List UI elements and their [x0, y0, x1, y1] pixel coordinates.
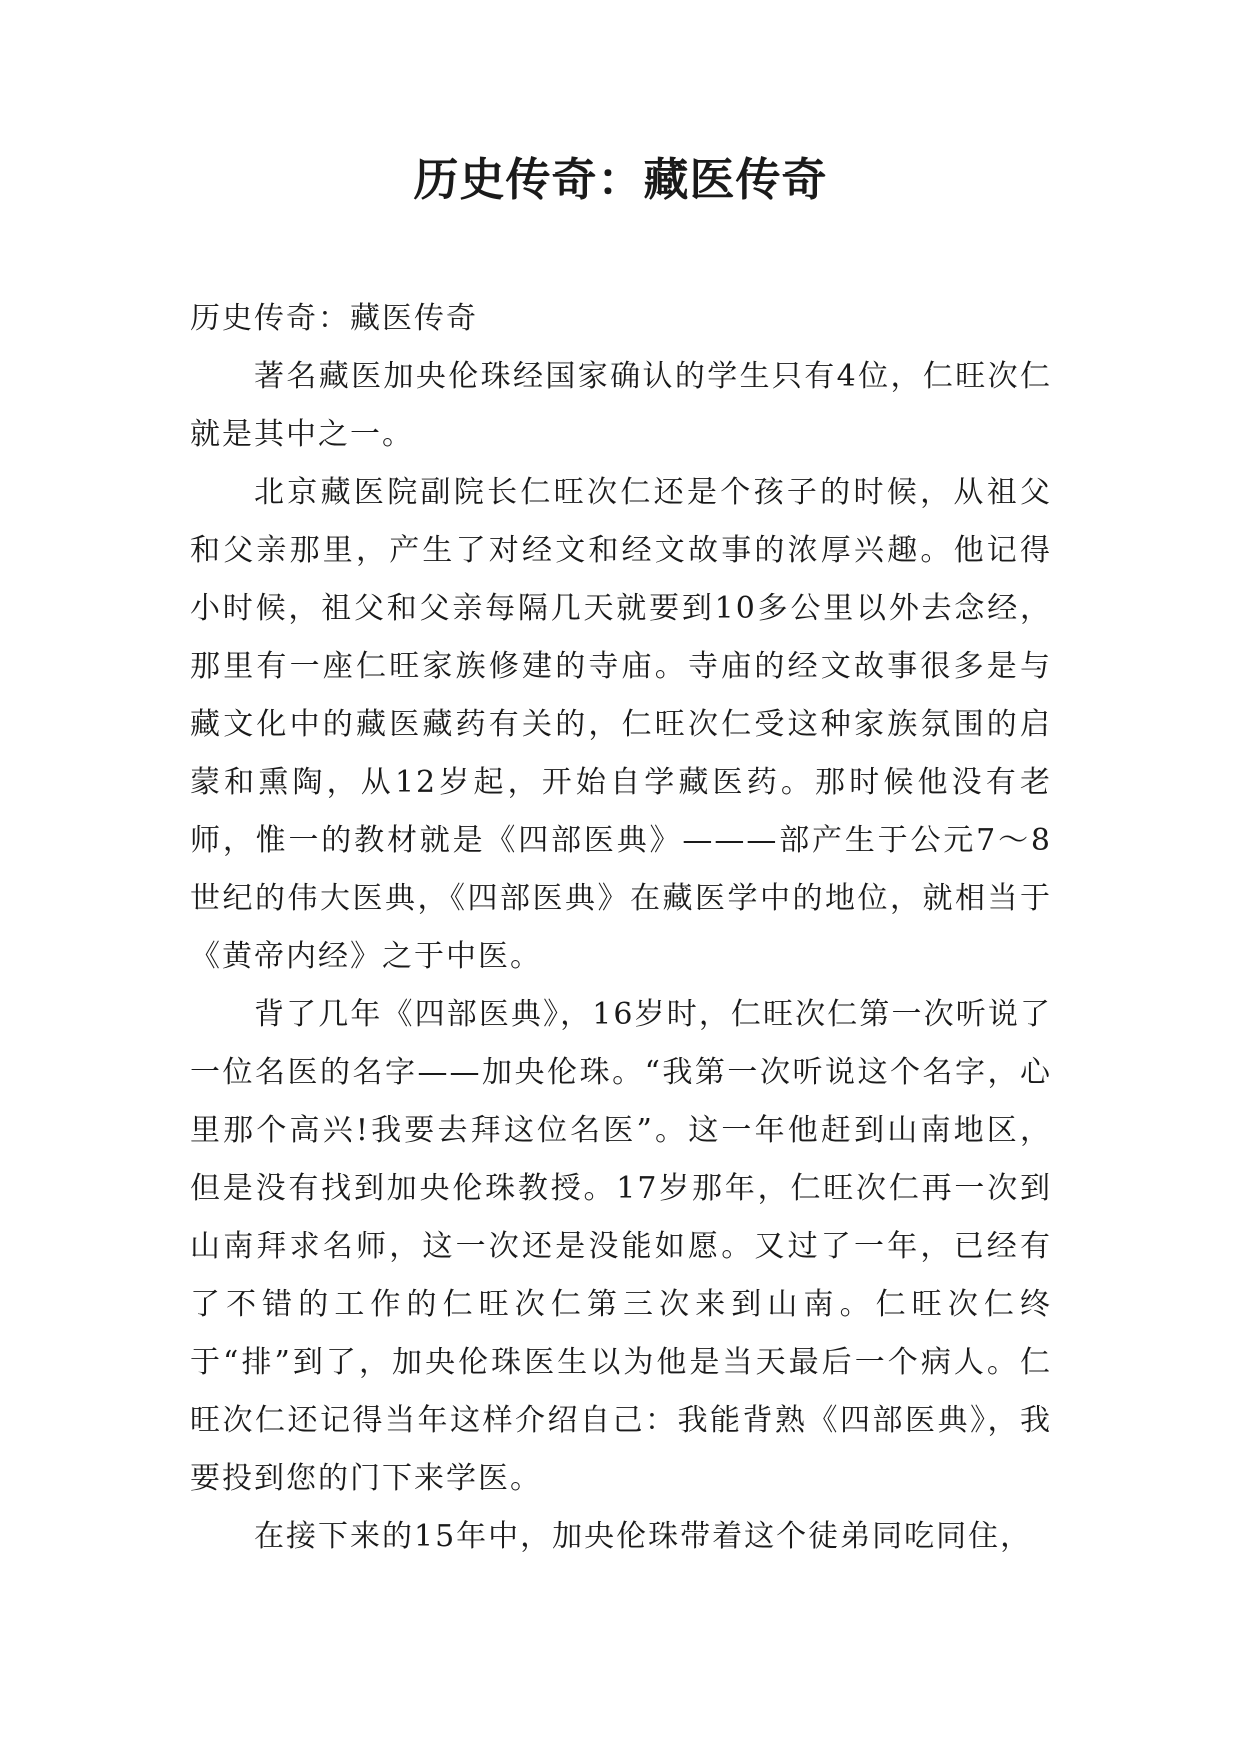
paragraph: 在接下来的15年中，加央伦珠带着这个徒弟同吃同住， — [254, 1519, 1033, 1554]
document-body — [190, 290, 1052, 1566]
paragraph: 背了几年《四部医典》，16岁时，仁旺次仁第一次听说了一位名医的名字——加央伦珠。“我第一次听说这个名字，心里那个高兴!我要去拜这位名医”。这一年他赶到山南地区，但是没有找到加央伦珠教授。17岁那年，仁旺次仁再一次到山南拜求名师，这一次还是没能如愿。又过了一年，已经有了不错的工作的仁旺次仁第三次来到山南。仁旺次仁终于“排”到了，加央伦珠医生以为他是当天最后一个病人。仁旺次仁还记得当年这样介绍自己：我能背熟《四部医典》，我要投到您的门下来学医。 — [190, 997, 1052, 1496]
document-title: 历史传奇：藏医传奇 — [413, 153, 828, 206]
paragraph: 著名藏医加央伦珠经国家确认的学生只有4位，仁旺次仁就是其中之一。 — [190, 359, 1052, 452]
article-subtitle: 历史传奇：藏医传奇 — [190, 301, 478, 336]
paragraph: 北京藏医院副院长仁旺次仁还是个孩子的时候，从祖父和父亲那里，产生了对经文和经文故事的浓厚兴趣。他记得小时候，祖父和父亲每隔几天就要到10多公里以外去念经，那里有一座仁旺家族修建的寺庙。寺庙的经文故事很多是与藏文化中的藏医藏药有关的，仁旺次仁受这种家族氛围的启蒙和熏陶，从12岁起，开始自学藏医药。那时候他没有老师，惟一的教材就是《四部医典》———部产生于公元7～8世纪的伟大医典，《四部医典》在藏医学中的地位，就相当于《黄帝内经》之于中医。 — [190, 475, 1052, 974]
